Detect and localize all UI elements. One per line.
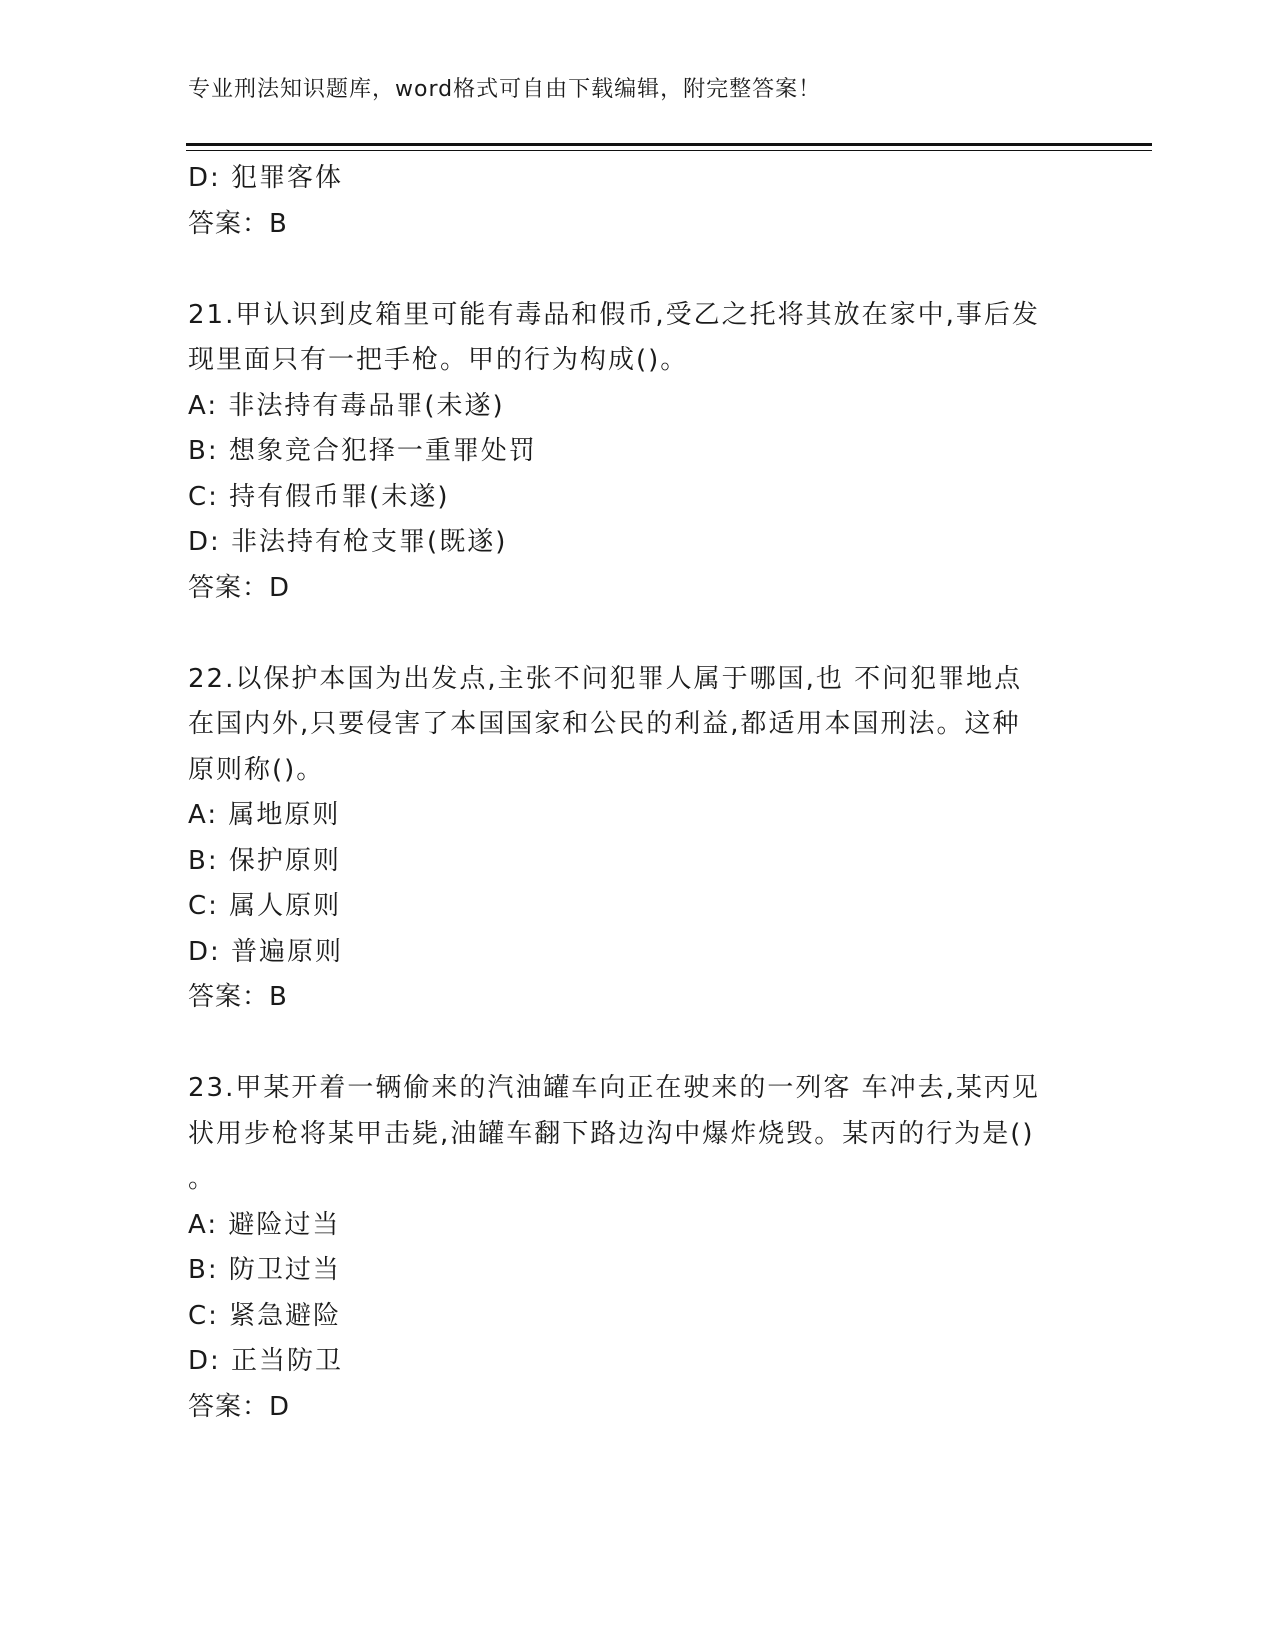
question-text-line: 22.以保护本国为出发点,主张不问犯罪人属于哪国,也 不问犯罪地点 [188,663,1023,694]
answer: 答案：D [188,1391,291,1422]
question-content [188,156,1088,1430]
question-text-line: 状用步枪将某甲击毙,油罐车翻下路边沟中爆炸烧毁。某丙的行为是() [188,1118,1035,1149]
question-22 [188,657,1088,1021]
page-header: 专业刑法知识题库，word格式可自由下载编辑，附完整答案！ [188,77,822,102]
prev-answer: 答案：B [188,208,288,239]
prev-option-d: D: 犯罪客体 [188,163,344,193]
option-b: B: 保护原则 [188,845,341,876]
option-d: D: 普遍原则 [188,936,344,967]
option-b: B: 防卫过当 [188,1255,341,1285]
spacer [188,611,1088,657]
header-divider-thick [186,143,1152,146]
question-text-line: 。 [188,1164,217,1194]
option-c: C: 紧急避险 [188,1300,342,1331]
question-text-line: 原则称()。 [188,754,325,785]
option-c: C: 属人原则 [188,891,342,921]
option-c: C: 持有假币罪(未遂) [188,481,450,512]
question-text-line: 23.甲某开着一辆偷来的汽油罐车向正在驶来的一列客 车冲去,某丙见 [188,1073,1040,1103]
answer: 答案：D [188,572,291,603]
question-text-line: 21.甲认识到皮箱里可能有毒品和假币,受乙之托将其放在家中,事后发 [188,299,1040,330]
option-d: D: 非法持有枪支罪(既遂) [188,527,508,557]
answer: 答案：B [188,982,288,1012]
spacer [188,1021,1088,1067]
question-21 [188,293,1088,612]
question-text-line: 现里面只有一把手枪。甲的行为构成()。 [188,345,689,375]
spacer [188,247,1088,293]
question-text-line: 在国内外,只要侵害了本国国家和公民的利益,都适用本国刑法。这种 [188,709,1021,739]
option-a: A: 非法持有毒品罪(未遂) [188,390,505,421]
option-a: A: 属地原则 [188,800,341,830]
option-a: A: 避险过当 [188,1209,341,1240]
option-d: D: 正当防卫 [188,1346,344,1376]
question-23 [188,1066,1088,1430]
header-divider-thin [186,150,1152,151]
option-b: B: 想象竞合犯择一重罪处罚 [188,436,537,466]
